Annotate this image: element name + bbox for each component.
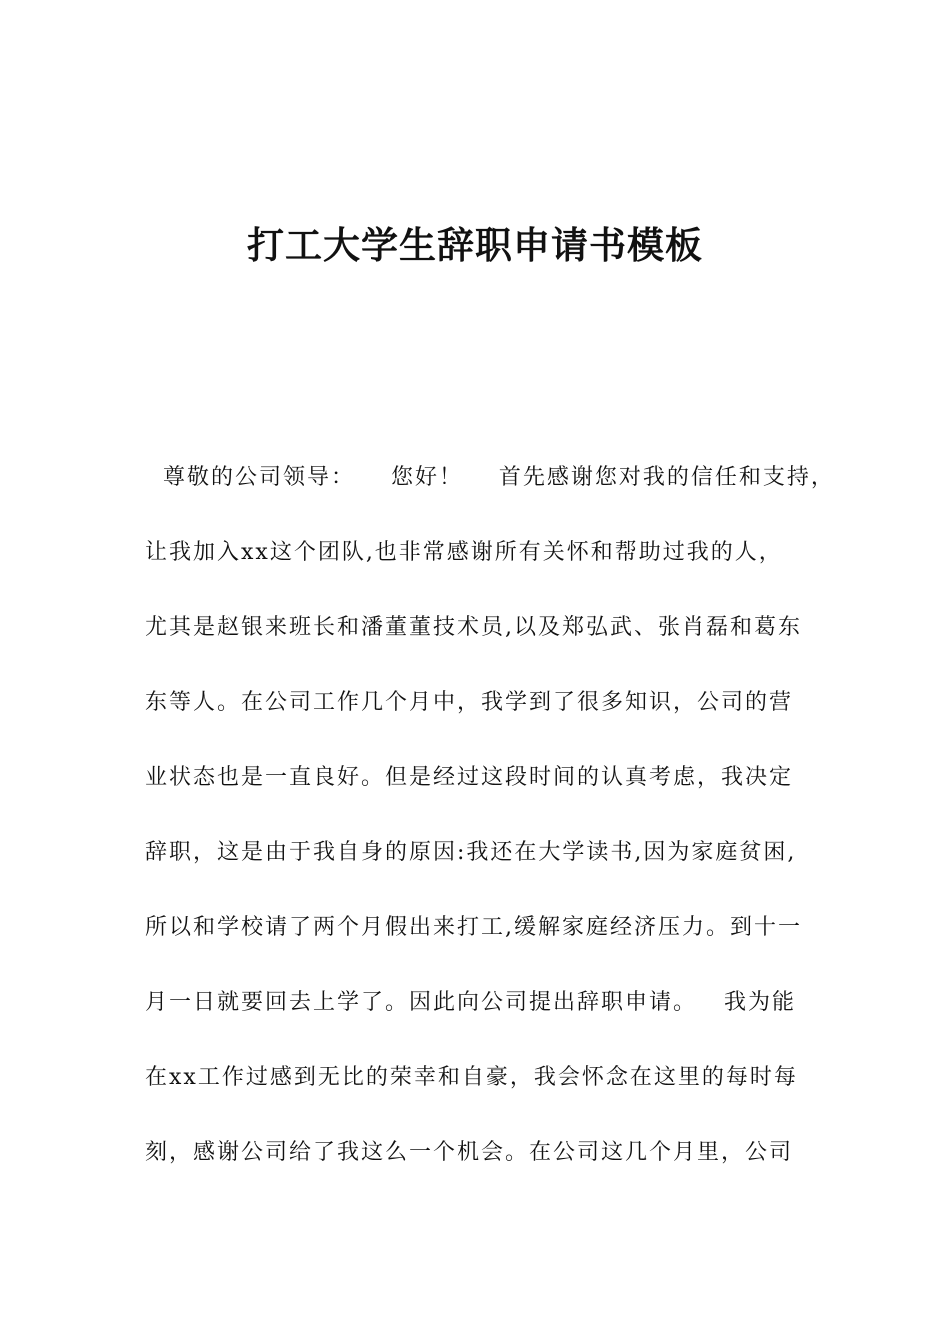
body-line-6: 辞职，这是由于我自身的原因:我还在大学读书,因为家庭贫困, bbox=[145, 840, 797, 865]
body-line-1: 尊敬的公司领导： 您好！ 首先感谢您对我的信任和支持， bbox=[145, 465, 835, 490]
body-line-4: 东等人。在公司工作几个月中，我学到了很多知识，公司的营 bbox=[145, 690, 794, 715]
document-title: 打工大学生辞职申请书模板 bbox=[247, 224, 703, 267]
body-line-9: 在xx工作过感到无比的荣幸和自豪，我会怀念在这里的每时每 bbox=[145, 1065, 798, 1090]
body-line-8: 月一日就要回去上学了。因此向公司提出辞职申请。 我为能 bbox=[145, 990, 796, 1015]
body-line-2: 让我加入xx这个团队,也非常感谢所有关怀和帮助过我的人， bbox=[145, 540, 783, 565]
body-line-7: 所以和学校请了两个月假出来打工,缓解家庭经济压力。到十一 bbox=[145, 915, 802, 940]
body-line-5: 业状态也是一直良好。但是经过这段时间的认真考虑，我决定 bbox=[145, 765, 794, 790]
letter-body bbox=[145, 460, 835, 1210]
body-line-10: 刻，感谢公司给了我这么一个机会。在公司这几个月里，公司 bbox=[145, 1140, 794, 1165]
body-line-3: 尤其是赵银来班长和潘董董技术员,以及郑弘武、张肖磊和葛东 bbox=[145, 615, 802, 640]
